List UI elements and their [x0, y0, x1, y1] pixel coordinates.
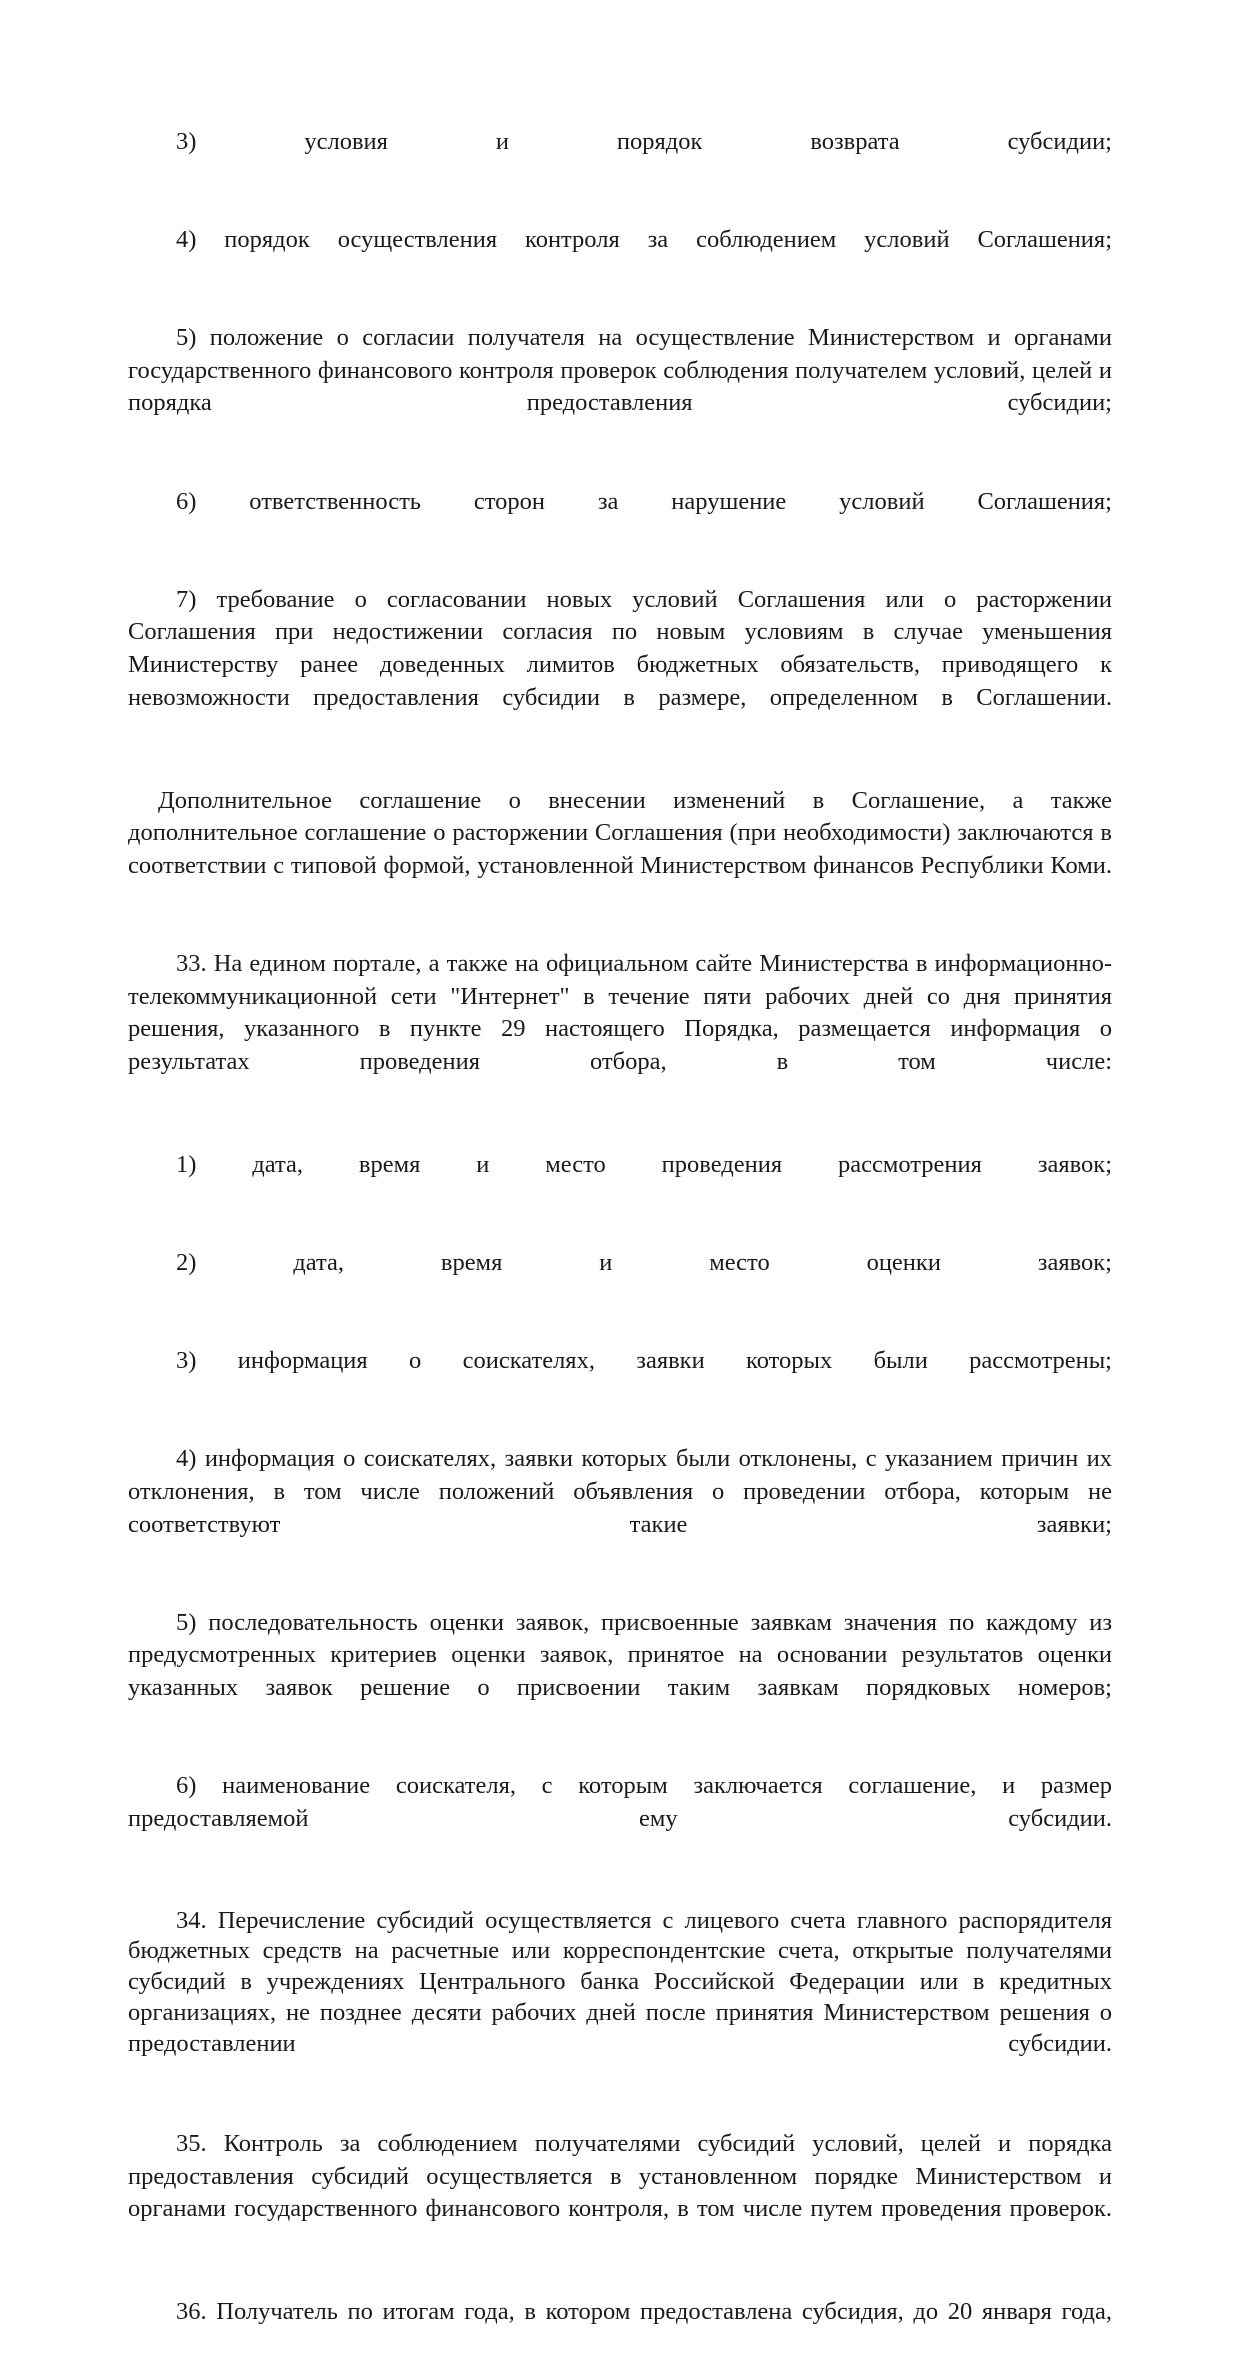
- paragraph-clause-33-item-6: 6) наименование соискателя, с которым заключается соглашение, и размер предоставляемой ему субсидии.: [128, 1771, 1112, 1832]
- paragraph-clause-33-item-4: 4) информация о соискателях, заявки которых были отклонены, с указанием причин их отклонения, в том числе положений объявления о проведении отбора, которым не соответствуют такие заявки;: [128, 1445, 1112, 1538]
- paragraph-item-7: 7) требование о согласовании новых условий Соглашения или о расторжении Соглашения при недостижении согласия по новым условиям в случае уменьшения Министерству ранее доведенных лимитов бюджетных обязательств, приводящего к невозможности предоставления субсидии в размере, определенном в Соглашении.: [128, 585, 1112, 711]
- paragraph-clause-33-item-2: 2) дата, время и место оценки заявок;: [176, 1249, 1112, 1277]
- paragraph-item-3: 3) условия и порядок возврата субсидии;: [176, 128, 1112, 155]
- paragraph-clause-33-item-3: 3) информация о соискателях, заявки которых были рассмотрены;: [176, 1347, 1112, 1375]
- paragraph-clause-33: 33. На едином портале, а также на официальном сайте Министерства в информационно-телекоммуникационной сети "Интернет" в течение пяти рабочих дней со дня принятия решения, указанного в пункте 29 настоящего Порядка, размещается информация о результатах проведения отбора, в том числе:: [128, 949, 1112, 1075]
- document-body: [128, 126, 1112, 2362]
- paragraph-clause-34: 34. Перечисление субсидий осуществляется с лицевого счета главного распорядителя бюджетных средств на расчетные или корреспондентские счета, открытые получателями субсидий в учреждениях Центрального банка Российской Федерации или в кредитных организациях, не позднее десяти рабочих дней после принятия Министерством решения о предоставлении субсидии.: [128, 1906, 1112, 2057]
- paragraph-clause-33-item-5: 5) последовательность оценки заявок, присвоенные заявкам значения по каждому из предусмотренных критериев оценки заявок, принятое на основании результатов оценки указанных заявок решение о присвоении таким заявкам порядковых номеров;: [128, 1608, 1112, 1701]
- paragraph-clause-35: 35. Контроль за соблюдением получателями субсидий условий, целей и порядка предоставления субсидий осуществляется в установленном порядке Министерством и органами государственного финансового контроля, в том числе путем проведения проверок.: [128, 2130, 1112, 2223]
- paragraph-additional-agreement: Дополнительное соглашение о внесении изменений в Соглашение, а также дополнительное соглашение о расторжении Соглашения (при необходимости) заключаются в соответствии с типовой формой, установленной Министерством финансов Республики Коми.: [128, 786, 1112, 879]
- paragraph-item-4: 4) порядок осуществления контроля за соблюдением условий Соглашения;: [176, 226, 1112, 254]
- paragraph-item-5: 5) положение о согласии получателя на осуществление Министерством и органами государственного финансового контроля проверок соблюдения получателем условий, целей и порядка предоставления субсидии;: [128, 324, 1112, 417]
- paragraph-clause-33-item-1: 1) дата, время и место проведения рассмотрения заявок;: [176, 1150, 1112, 1178]
- paragraph-item-6: 6) ответственность сторон за нарушение условий Соглашения;: [176, 487, 1112, 515]
- paragraph-clause-36: 36. Получатель по итогам года, в котором предоставлена субсидия, до 20 января года,: [176, 2298, 1112, 2326]
